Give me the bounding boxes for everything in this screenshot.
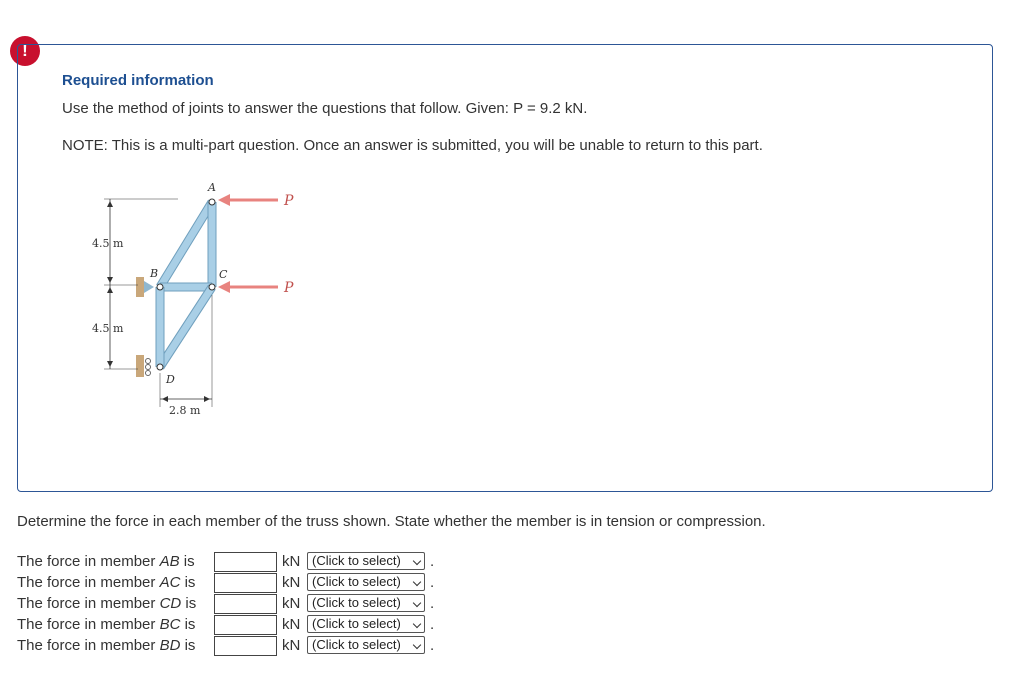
member-name: CD <box>159 595 182 612</box>
member-name: BC <box>159 616 181 633</box>
chevron-down-icon <box>413 641 421 649</box>
label-joint-c: C <box>219 268 228 281</box>
answer-row-ac <box>17 572 457 593</box>
force-bc-input[interactable] <box>214 615 277 635</box>
unit-label: kN <box>282 595 301 612</box>
chevron-down-icon <box>413 620 421 628</box>
answer-row-ab <box>17 551 457 572</box>
force-ab-input[interactable] <box>214 552 277 572</box>
joint-b <box>157 284 163 290</box>
label-joint-d: D <box>166 373 175 386</box>
force-arrow-top-head <box>218 194 230 206</box>
pin-support-b-triangle <box>144 281 154 293</box>
chevron-down-icon <box>413 578 421 586</box>
chevron-down-icon <box>413 599 421 607</box>
required-information-panel <box>17 44 993 492</box>
label-force-top: P <box>284 193 294 209</box>
member-name: AB <box>159 553 180 570</box>
label-joint-b: B <box>150 267 159 280</box>
question-text: Determine the force in each member of the truss shown. State whether the member is in tension or compression. <box>17 513 766 530</box>
force-cd-input[interactable] <box>214 594 277 614</box>
answer-label: The force in member CD is <box>17 595 197 612</box>
alert-icon: ! <box>10 36 40 66</box>
sentence-end: . <box>430 616 435 633</box>
tension-compression-select-bc[interactable]: (Click to select) <box>307 615 425 633</box>
answer-row-bc <box>17 614 457 635</box>
tension-compression-select-ac[interactable]: (Click to select) <box>307 573 425 591</box>
unit-label: kN <box>282 553 301 570</box>
sentence-end: . <box>430 595 435 612</box>
answer-label: The force in member BD is <box>17 637 196 654</box>
answer-label: The force in member BC is <box>17 616 196 633</box>
sentence-end: . <box>430 637 435 654</box>
truss-figure <box>68 177 328 437</box>
force-ac-input[interactable] <box>214 573 277 593</box>
member-name: BD <box>159 637 181 654</box>
roller-d-3 <box>146 371 151 376</box>
note-text: NOTE: This is a multi-part question. Once an answer is submitted, you will be unable to return to this part. <box>62 137 763 154</box>
sentence-end: . <box>430 574 435 591</box>
tension-compression-select-bd[interactable]: (Click to select) <box>307 636 425 654</box>
tension-compression-select-ab[interactable]: (Click to select) <box>307 552 425 570</box>
pin-support-b <box>136 277 144 297</box>
roller-d-1 <box>146 359 151 364</box>
roller-d-2 <box>146 365 151 370</box>
info-heading: Required information <box>62 72 214 89</box>
roller-support-d <box>136 355 144 377</box>
answer-list <box>17 551 457 656</box>
given-text: Use the method of joints to answer the questions that follow. Given: P = 9.2 kN. <box>62 100 588 117</box>
label-dim-width: 2.8 m <box>169 404 201 417</box>
force-bd-input[interactable] <box>214 636 277 656</box>
joint-a <box>209 199 215 205</box>
answer-row-bd <box>17 635 457 656</box>
member-name: AC <box>159 574 181 591</box>
answer-label: The force in member AC is <box>17 574 196 591</box>
answer-label: The force in member AB is <box>17 553 195 570</box>
label-force-mid: P <box>284 280 294 296</box>
tension-compression-select-cd[interactable]: (Click to select) <box>307 594 425 612</box>
label-joint-a: A <box>208 181 216 194</box>
unit-label: kN <box>282 616 301 633</box>
label-dim-lower: 4.5 m <box>92 322 124 335</box>
unit-label: kN <box>282 574 301 591</box>
sentence-end: . <box>430 553 435 570</box>
chevron-down-icon <box>413 557 421 565</box>
label-dim-upper: 4.5 m <box>92 237 124 250</box>
answer-row-cd <box>17 593 457 614</box>
joint-c <box>209 284 215 290</box>
unit-label: kN <box>282 637 301 654</box>
joint-d <box>157 364 163 370</box>
force-arrow-mid-head <box>218 281 230 293</box>
